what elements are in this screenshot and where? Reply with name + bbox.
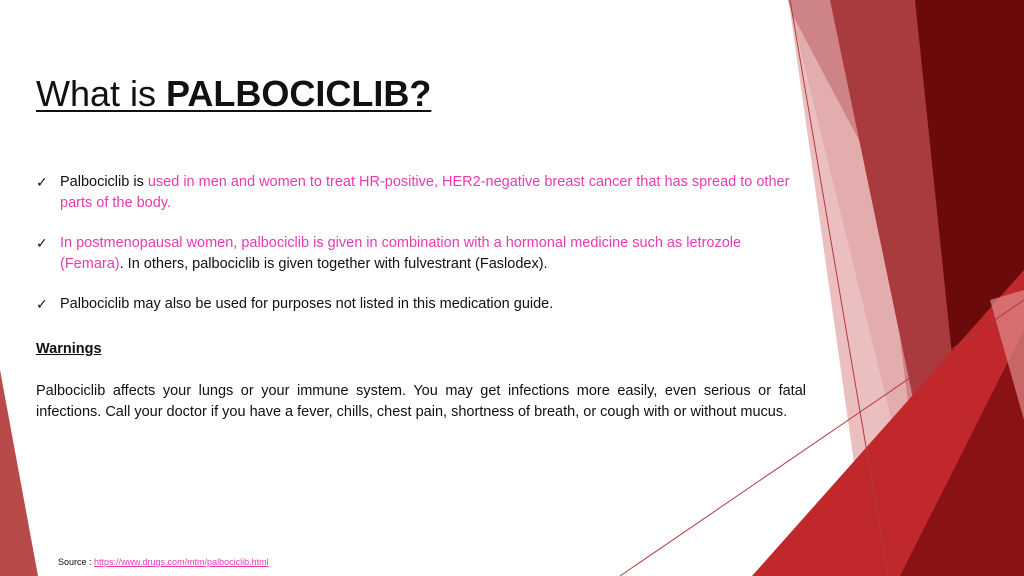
warnings-heading: Warnings [36, 341, 102, 357]
page-title [36, 70, 431, 118]
warnings-paragraph: Palbociclib affects your lungs or your immune system. You may get infections more easily, even serious or fatal infections. Call your doctor if you have a fever, chills, chest pain, shortness of breath, or cough with or without mucus. [36, 383, 806, 420]
deco-left-sliver [0, 370, 38, 576]
slide-content [36, 172, 806, 423]
check-icon: ✓ [36, 174, 48, 190]
bullet-text-part: Palbociclib may also be used for purposes not listed in this medication guide. [60, 296, 554, 312]
source-link[interactable]: https://www.drugs.com/mtm/palbociclib.html [94, 557, 269, 567]
bullet-item [36, 172, 806, 214]
bullet-text-part: In postmenopausal women, palbociclib is given in combination with a hormonal medicine such as letrozole (Femara) [60, 235, 742, 272]
bullet-list [36, 172, 806, 315]
title-prefix: What is [36, 73, 167, 114]
check-icon: ✓ [36, 296, 48, 312]
source-label: Source : [58, 557, 95, 567]
check-icon: ✓ [36, 235, 48, 251]
bullet-text [60, 172, 806, 214]
bullet-text [60, 233, 806, 275]
bullet-text [60, 294, 806, 315]
bullet-text-part: . In others, palbociclib is given together with fulvestrant (Faslodex). [119, 256, 548, 272]
bullet-item [36, 233, 806, 275]
bullet-text-part: Palbociclib is [60, 174, 148, 190]
title-bold: PALBOCICLIB? [166, 73, 432, 114]
bullet-item [36, 294, 806, 315]
source-line [58, 556, 269, 568]
bullet-text-part: used in men and women to treat HR-positive, HER2-negative breast cancer that has spread to other parts of the body. [60, 174, 790, 211]
